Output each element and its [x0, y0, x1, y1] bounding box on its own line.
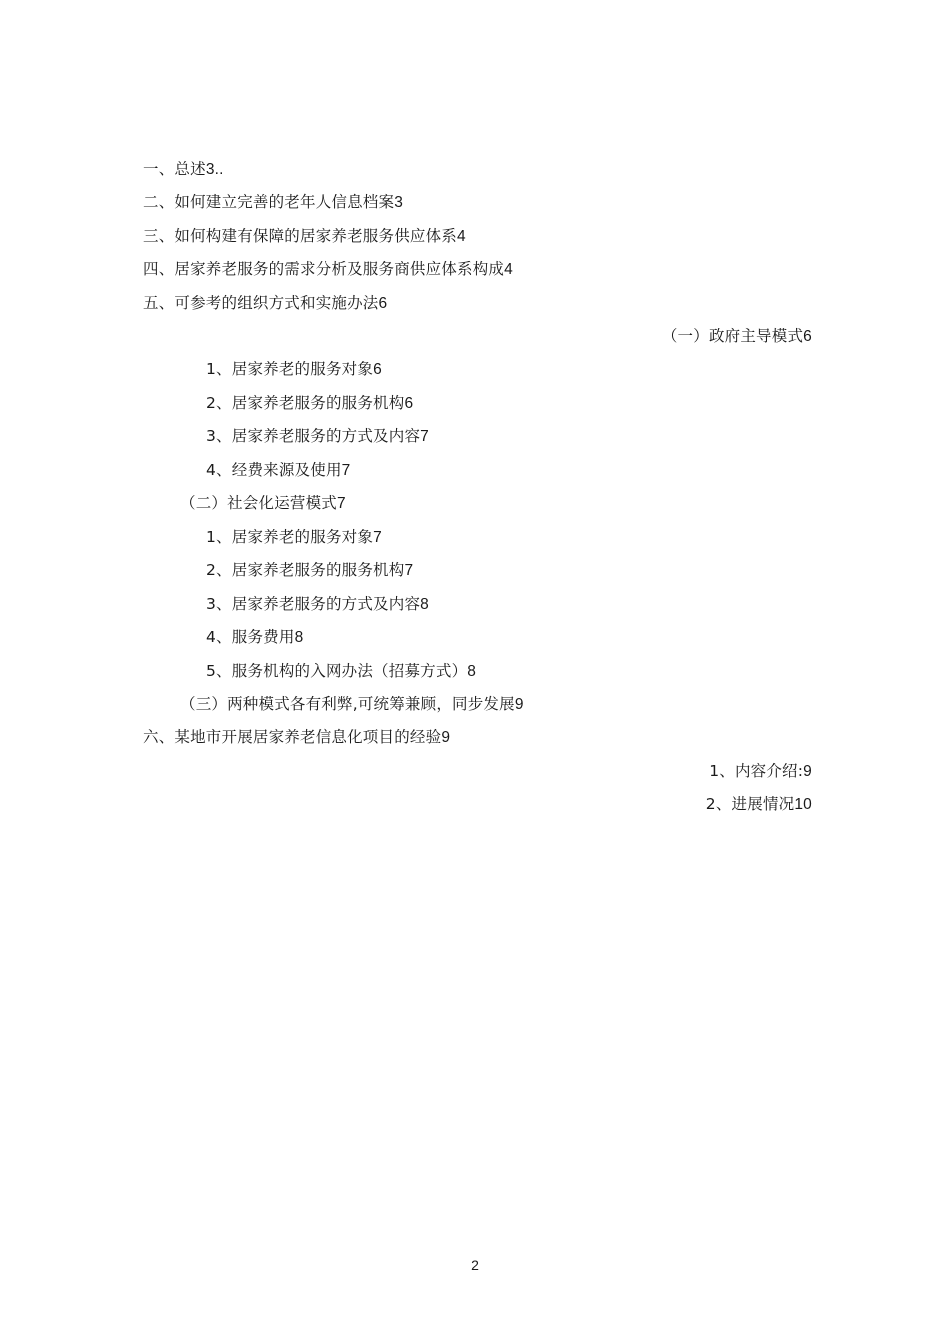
- toc-entry-text: 六、某地市开展居家养老信息化项目的经验: [143, 728, 442, 746]
- toc-entry-page: 3: [394, 194, 404, 211]
- toc-entry-page: 6: [404, 395, 414, 412]
- toc-entry-text: 2、居家养老服务的服务机构: [206, 561, 405, 579]
- toc-entry-text: 1、居家养老的服务对象: [206, 360, 374, 378]
- toc-entry-text: 3、居家养老服务的方式及内容: [206, 595, 421, 613]
- toc-entry-social-fees: [206, 627, 303, 648]
- toc-entry-social-recruitment: [206, 661, 476, 682]
- toc-entry-text: （三）两种模式各有利弊,可统筹兼顾，同步发展: [180, 695, 515, 713]
- toc-entry-page: 9: [803, 763, 812, 780]
- toc-entry-text: 1、内容介绍:: [709, 762, 804, 780]
- toc-entry-text: 4、经费来源及使用: [206, 461, 342, 479]
- toc-entry-page: 4: [504, 261, 513, 278]
- toc-entry-page: 9: [514, 696, 524, 713]
- toc-entry-page: 7: [337, 495, 346, 512]
- toc-entry-gov-service-agency: [206, 393, 413, 414]
- toc-entry-page: 7: [373, 529, 382, 546]
- toc-entry-two-models: [180, 694, 524, 715]
- toc-entry-gov-service-content: [206, 426, 429, 447]
- toc-entry-archive: [143, 192, 403, 213]
- toc-entry-progress: [706, 794, 812, 815]
- toc-entry-page: 6: [378, 295, 388, 312]
- toc-entry-text: 3、居家养老服务的方式及内容: [206, 427, 421, 445]
- toc-entry-social-service-target: [206, 527, 382, 548]
- toc-entry-text: （二）社会化运营模式: [180, 494, 338, 512]
- toc-entry-page: 7: [341, 462, 351, 479]
- toc-entry-social-service-agency: [206, 560, 413, 581]
- toc-entry-page: 6: [373, 361, 382, 378]
- toc-entry-text: 5、服务机构的入网办法（招募方式）: [206, 662, 468, 680]
- toc-entry-text: 一、总述: [143, 160, 206, 178]
- toc-entry-supply-system: [143, 226, 466, 247]
- toc-entry-city-experience: [143, 727, 450, 748]
- toc-entry-page: 7: [404, 562, 414, 579]
- toc-entry-organization: [143, 293, 387, 314]
- toc-entry-demand-analysis: [143, 259, 513, 280]
- toc-entry-text: 五、可参考的组织方式和实施办法: [143, 294, 379, 312]
- toc-entry-text: 2、居家养老服务的服务机构: [206, 394, 405, 412]
- toc-entry-text: 4、服务费用: [206, 628, 295, 646]
- toc-entry-government-model: [662, 326, 812, 347]
- toc-entry-page: 6: [803, 328, 812, 345]
- toc-entry-page: 10: [794, 796, 812, 813]
- page-number: 2: [471, 1257, 479, 1273]
- toc-entry-page: 8: [294, 629, 304, 646]
- toc-entry-page: 3..: [205, 161, 224, 178]
- toc-entry-text: 三、如何构建有保障的居家养老服务供应体系: [143, 227, 458, 245]
- toc-entry-gov-service-target: [206, 359, 382, 380]
- toc-entry-text: 2、进展情况: [705, 795, 795, 813]
- toc-entry-text: 二、如何建立完善的老年人信息档案: [143, 193, 395, 211]
- toc-entry-page: 8: [420, 596, 429, 613]
- toc-entry-page: 4: [457, 228, 466, 245]
- toc-entry-overview: [143, 159, 224, 180]
- toc-entry-page: 9: [441, 729, 451, 746]
- toc-entry-content-intro: [709, 761, 812, 782]
- toc-entry-gov-funding: [206, 460, 351, 481]
- toc-entry-text: 1、居家养老的服务对象: [206, 528, 374, 546]
- toc-entry-text: （一）政府主导模式: [661, 327, 804, 345]
- toc-entry-social-service-content: [206, 594, 429, 615]
- toc-entry-page: 7: [420, 428, 429, 445]
- toc-entry-social-model: [180, 493, 346, 514]
- toc-entry-page: 8: [467, 663, 477, 680]
- toc-entry-text: 四、居家养老服务的需求分析及服务商供应体系构成: [143, 260, 505, 278]
